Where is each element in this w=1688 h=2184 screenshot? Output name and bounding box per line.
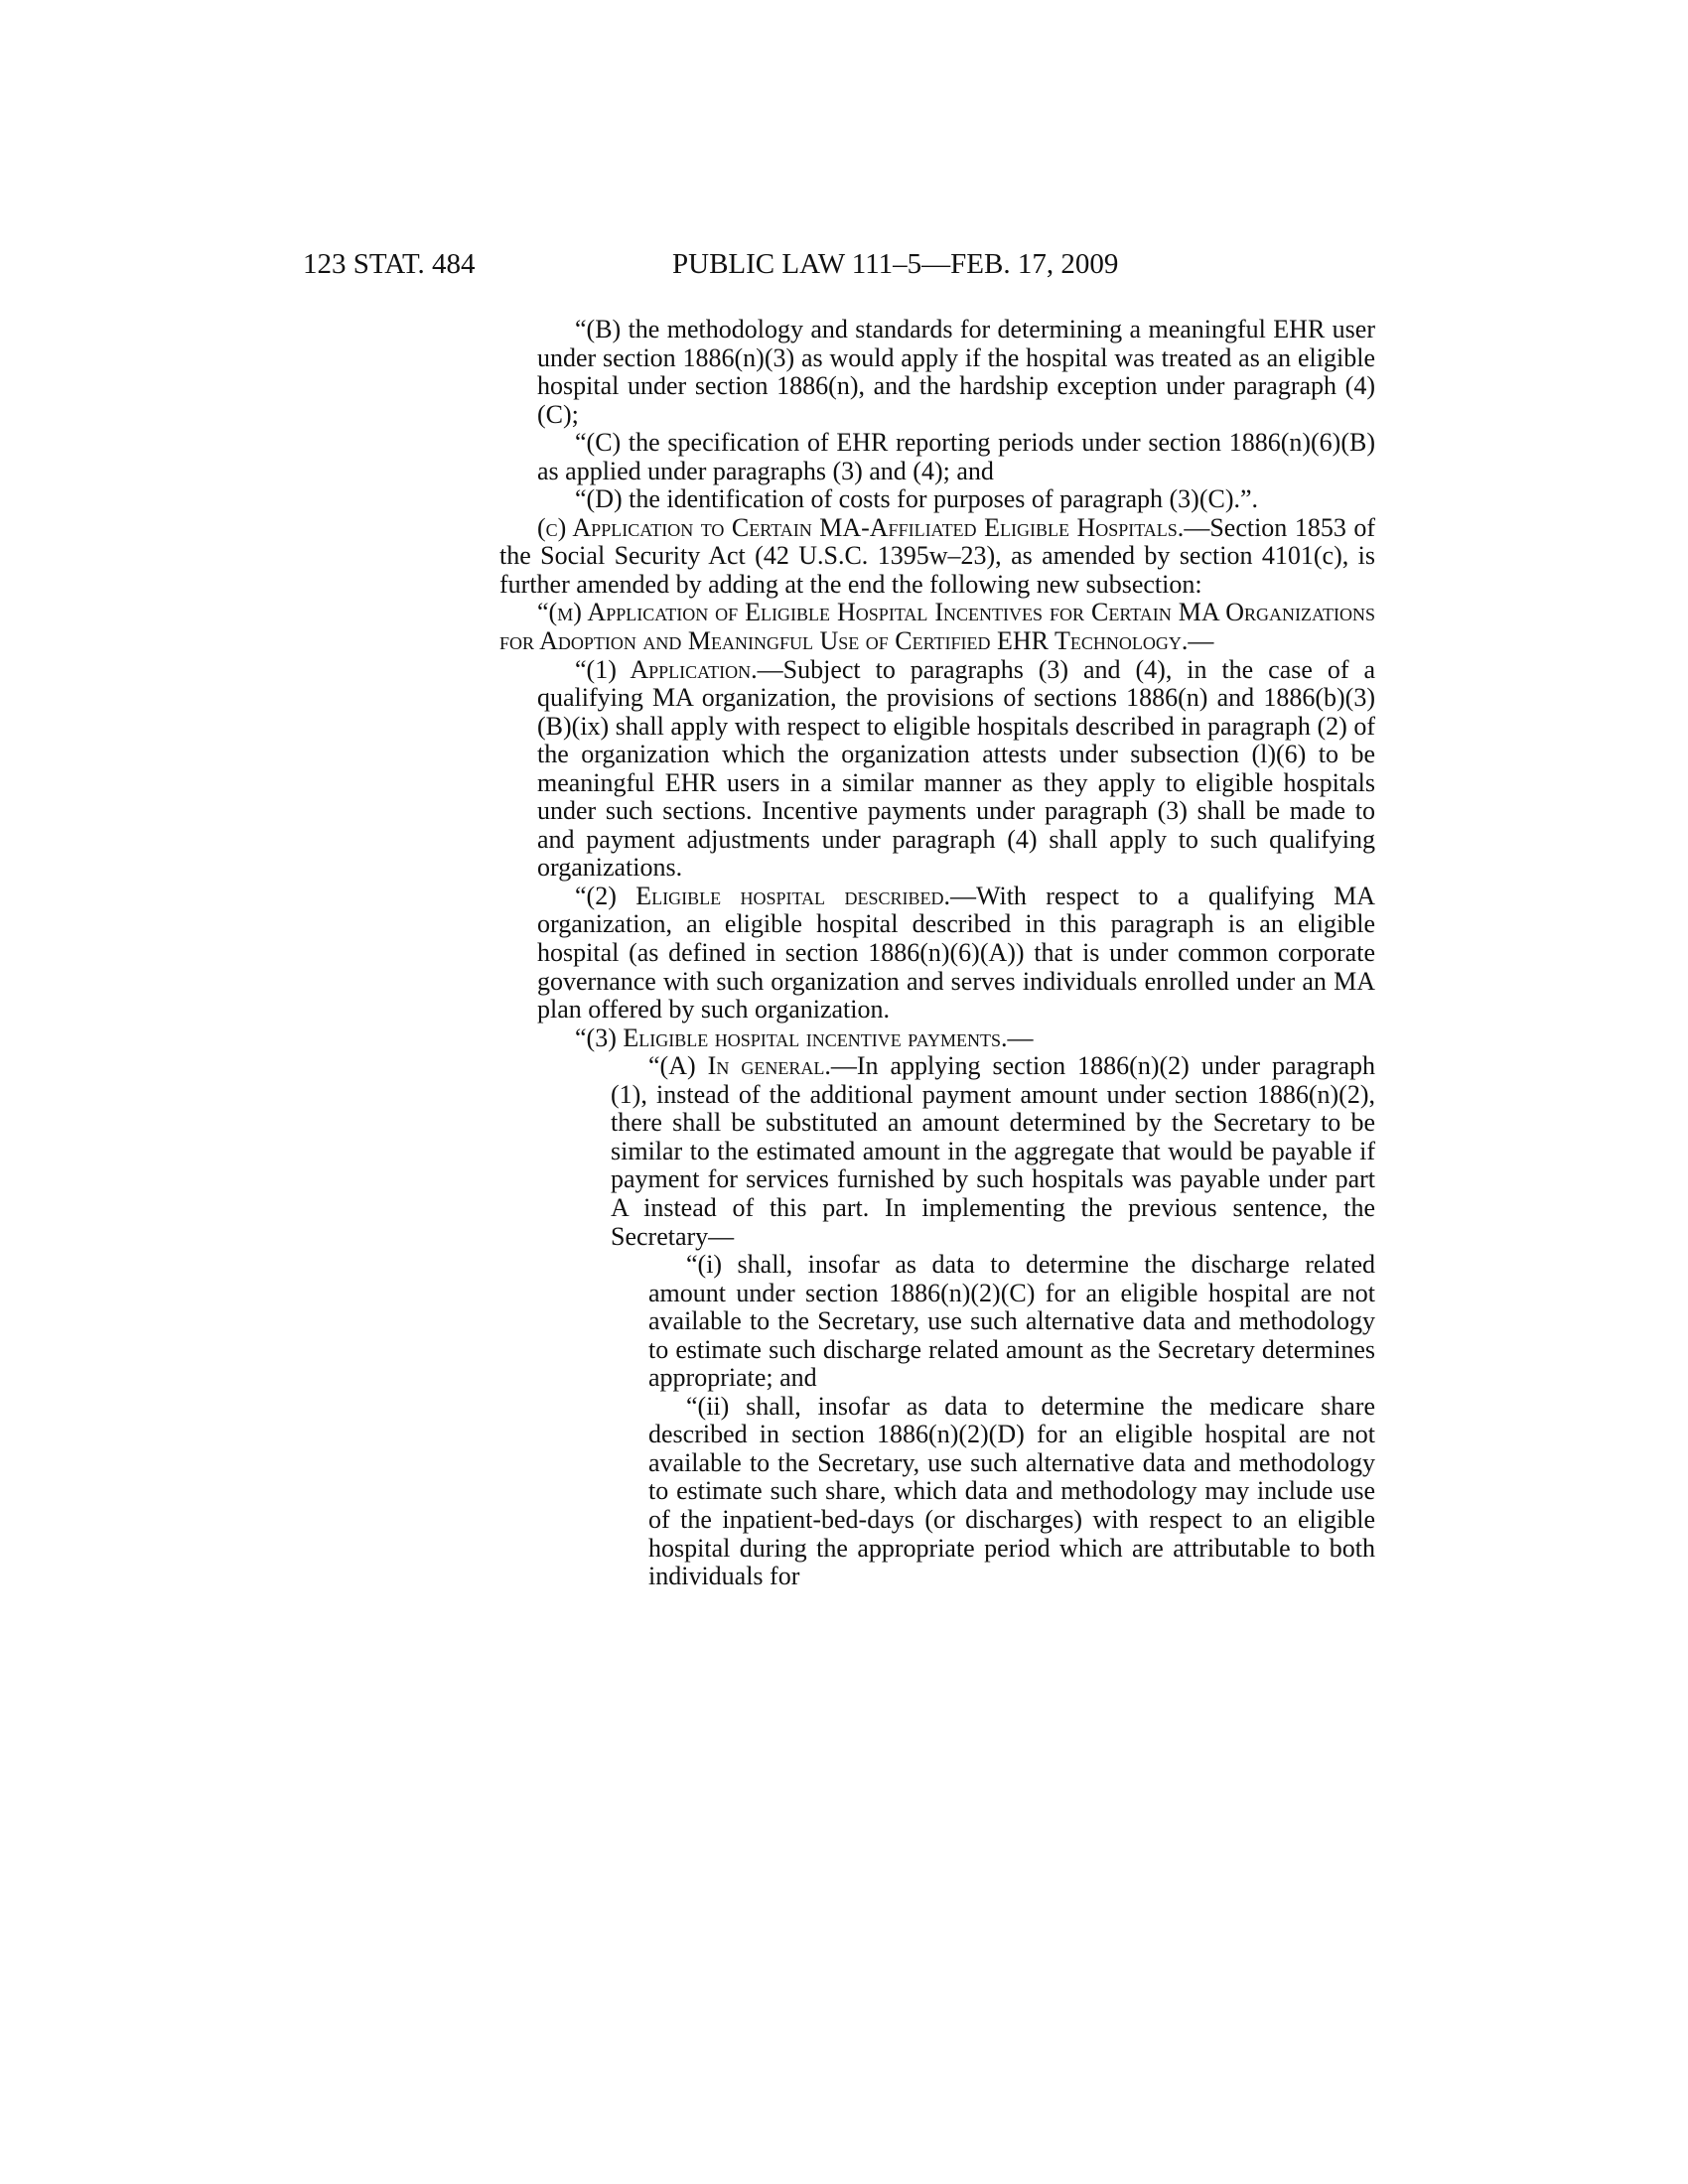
paragraph-1 [537, 656, 1375, 883]
section-c-heading: (c) Application to Certain MA-Affiliated Eligible Hospitals. [537, 512, 1185, 542]
running-head: PUBLIC LAW 111–5—FEB. 17, 2009 [672, 248, 1119, 280]
statute-page-number: 123 STAT. 484 [303, 248, 476, 280]
subparagraph-d: “(D) the identification of costs for purposes of paragraph (3)(C).”. [575, 484, 1259, 514]
subparagraph-a-heading: “(A) In general. [648, 1051, 831, 1081]
paragraph-1-heading: “(1) Application. [575, 654, 758, 684]
paragraph-2 [537, 883, 1375, 1024]
paragraph-2-heading: “(2) Eligible hospital described. [575, 881, 950, 910]
paragraph-2-text: —With respect to a qualifying MA organization, an eligible hospital described in this paragraph is an eligible hospital (as defined in section 1886(n)(6)(A)) that is under common corporate governance with such organization and serves individuals enrolled under an MA plan offered by such organization. [537, 881, 1376, 1024]
paragraph-1-text: —Subject to paragraphs (3) and (4), in the case of a qualifying MA organization, the provisions of sections 1886(n) and 1886(b)(3)(B)(ix) shall apply with respect to eligible hospitals described in paragraph (2) of the organization which the organization attests under subsection (l)(6) to be meaningful EHR users in a similar manner as they apply to eligible hospitals under such sections. Incentive payments under paragraph (3) shall be made to and payment adjustments under paragraph (4) shall apply to such qualifying organizations. [537, 654, 1375, 883]
clause-ii: “(ii) shall, insofar as data to determine the medicare share described in section 1886(n)(2)(D) for an eligible hospital are not available to the Secretary, use such alternative data and methodology to estimate such share, which data and methodology may include use of the inpatient-bed-days (or discharges) with respect to an eligible hospital during the appropriate period which are attributable to both individuals for [648, 1391, 1375, 1591]
subparagraph-b: “(B) the methodology and standards for determining a meaningful EHR user under section 1886(n)(3) as would apply if the hospital was treated as an eligible hospital under section 1886(n), and the hardship exception under paragraph (4)(C); [537, 315, 1375, 429]
page-header [303, 244, 1375, 284]
clause-i: “(i) shall, insofar as data to determine the discharge related amount under section 1886(n)(2)(C) for an eligible hospital are not available to the Secretary, use such alternative data and methodology to estimate such discharge related amount as the Secretary determines appropriate; and [648, 1250, 1375, 1393]
subparagraph-a-text: —In applying section 1886(n)(2) under paragraph (1), instead of the additional payment amount under section 1886(n)(2), there shall be substituted an amount determined by the Secretary to be similar to the estimated amount in the aggregate that would be payable if payment for services furnished by such hospitals was payable under part A instead of this part. In implementing the previous sentence, the Secretary— [611, 1051, 1375, 1251]
statute-text [499, 316, 1375, 1591]
paragraph-3-heading: “(3) Eligible hospital incentive payments.— [575, 1023, 1034, 1052]
subparagraph-c: “(C) the specification of EHR reporting periods under section 1886(n)(6)(B) as applied under paragraphs (3) and (4); and [537, 428, 1375, 485]
section-c [499, 514, 1375, 600]
section-c-text: —Section 1853 of the Social Security Act (42 U.S.C. 1395w–23), as amended by section 4101(c), is further amended by adding at the end the following new subsection: [499, 512, 1375, 599]
subparagraph-a [611, 1052, 1375, 1251]
subsection-m-heading: “(m) Application of Eligible Hospital Incentives for Certain MA Organizations for Adoption and Meaningful Use of Certified EHR Technology.— [499, 598, 1375, 656]
